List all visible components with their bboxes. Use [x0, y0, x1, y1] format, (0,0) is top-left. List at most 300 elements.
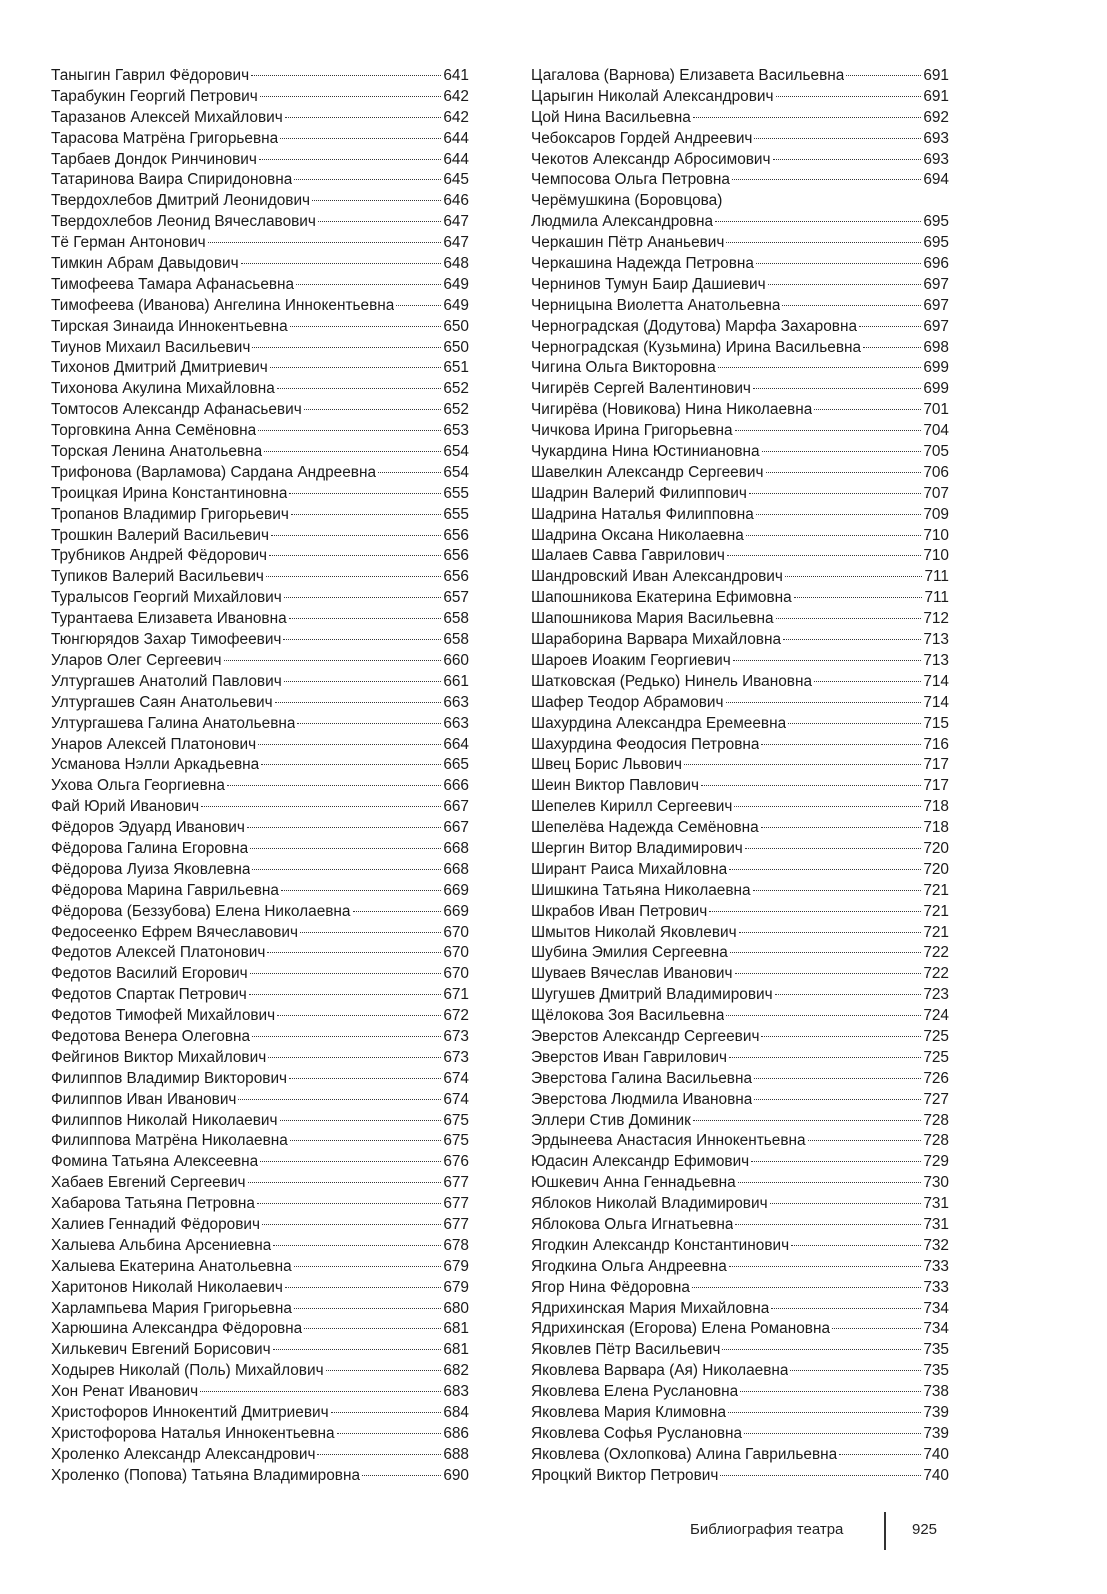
index-entry	[531, 1006, 949, 1027]
dot-leader	[251, 75, 441, 76]
index-entry	[51, 1006, 469, 1027]
entry-page-number: 669	[443, 881, 469, 899]
entry-name: Тимофеева Тамара Афанасьевна	[51, 275, 295, 293]
entry-page-number: 701	[923, 401, 949, 419]
entry-name: Хабарова Татьяна Петровна	[51, 1195, 255, 1213]
entry-page-number: 677	[443, 1195, 469, 1213]
entry-page-number: 694	[923, 171, 949, 189]
index-entry	[51, 129, 469, 150]
dot-leader	[224, 660, 442, 661]
entry-name: Тихонов Дмитрий Дмитриевич	[51, 359, 268, 377]
entry-name: Чернинов Тумун Баир Дашиевич	[531, 275, 766, 293]
entry-name: Фомина Татьяна Алексеевна	[51, 1153, 259, 1171]
entry-page-number: 714	[923, 672, 949, 690]
index-entry	[531, 87, 949, 108]
index-entry	[531, 108, 949, 129]
entry-page-number: 658	[443, 610, 469, 628]
index-entry	[51, 1382, 469, 1403]
dot-leader	[249, 994, 442, 995]
index-entry	[51, 1090, 469, 1111]
index-entry	[531, 609, 949, 630]
dot-leader	[735, 430, 922, 431]
entry-page-number: 650	[443, 317, 469, 335]
dot-leader	[701, 785, 921, 786]
index-entry	[531, 1194, 949, 1215]
index-entry	[531, 1445, 949, 1466]
index-entry	[51, 338, 469, 359]
dot-leader	[269, 555, 441, 556]
entry-page-number: 729	[923, 1153, 949, 1171]
dot-leader	[771, 1308, 921, 1309]
entry-name: Яблоков Николай Владимирович	[531, 1195, 768, 1213]
entry-name: Фёдорова Марина Гаврильевна	[51, 881, 279, 899]
index-entry	[51, 463, 469, 484]
index-entry	[51, 212, 469, 233]
entry-page-number: 720	[923, 839, 949, 857]
entry-name: Чичкова Ирина Григорьевна	[531, 422, 733, 440]
entry-name: Шахурдина Феодосия Петровна	[531, 735, 760, 753]
entry-name: Твердохлебов Леонид Вячеславович	[51, 213, 316, 231]
index-entry	[51, 1048, 469, 1069]
index-entry	[531, 797, 949, 818]
dot-leader	[693, 117, 922, 118]
index-entry	[531, 902, 949, 923]
entry-name: Хон Ренат Иванович	[51, 1383, 199, 1401]
index-entry	[51, 150, 469, 171]
index-entry	[51, 567, 469, 588]
index-entry	[531, 463, 949, 484]
index-entry	[51, 66, 469, 87]
index-entry	[531, 275, 949, 296]
dot-leader	[250, 848, 441, 849]
dot-leader	[785, 576, 923, 577]
dot-leader	[753, 890, 922, 891]
index-entry	[531, 1257, 949, 1278]
index-entry	[51, 546, 469, 567]
index-entry	[51, 254, 469, 275]
entry-name: Трифонова (Варламова) Сардана Андреевна	[51, 463, 377, 481]
dot-leader	[709, 911, 921, 912]
dot-leader	[754, 1078, 921, 1079]
entry-page-number: 691	[923, 87, 949, 105]
dot-leader	[297, 723, 441, 724]
dot-leader	[259, 159, 441, 160]
dot-leader	[273, 1245, 441, 1246]
entry-name: Чигирёв Сергей Валентинович	[531, 380, 751, 398]
entry-page-number: 723	[923, 986, 949, 1004]
dot-leader	[285, 117, 442, 118]
index-entry	[51, 484, 469, 505]
entry-page-number: 721	[923, 902, 949, 920]
dot-leader	[266, 576, 441, 577]
index-entry	[531, 317, 949, 338]
entry-page-number: 654	[443, 443, 469, 461]
index-entry	[51, 1173, 469, 1194]
entry-page-number: 693	[923, 150, 949, 168]
entry-page-number: 648	[443, 255, 469, 273]
entry-name: Царыгин Николай Александрович	[531, 87, 774, 105]
index-entry	[51, 672, 469, 693]
entry-page-number: 665	[443, 756, 469, 774]
dot-leader	[252, 869, 441, 870]
entry-page-number: 712	[923, 610, 949, 628]
entry-page-number: 698	[923, 338, 949, 356]
index-entry	[51, 1466, 469, 1487]
entry-page-number: 664	[443, 735, 469, 753]
entry-name: Людмила Александровна	[531, 213, 714, 231]
index-entry	[51, 943, 469, 964]
entry-page-number: 654	[443, 463, 469, 481]
entry-page-number: 695	[923, 213, 949, 231]
entry-name: Шишкина Татьяна Николаевна	[531, 881, 751, 899]
dot-leader	[783, 639, 921, 640]
index-entry	[51, 1299, 469, 1320]
index-entry	[531, 1090, 949, 1111]
dot-leader	[294, 179, 441, 180]
dot-leader	[734, 806, 921, 807]
dot-leader	[280, 1120, 442, 1121]
index-entry	[51, 902, 469, 923]
entry-name: Таныгин Гаврил Фёдорович	[51, 67, 250, 84]
index-column-left	[51, 66, 469, 1487]
entry-name: Яроцкий Виктор Петрович	[531, 1466, 719, 1484]
entry-name: Швец Борис Львович	[531, 756, 683, 774]
entry-name: Ходырев Николай (Поль) Михайлович	[51, 1362, 324, 1380]
index-entry	[51, 923, 469, 944]
entry-page-number: 671	[443, 986, 469, 1004]
entry-page-number: 656	[443, 526, 469, 544]
dot-leader	[693, 1120, 921, 1121]
dot-leader	[732, 179, 921, 180]
entry-name: Федотов Алексей Платонович	[51, 944, 266, 962]
dot-leader	[718, 367, 921, 368]
entry-name: Чебоксаров Гордей Андреевич	[531, 129, 753, 147]
entry-page-number: 727	[923, 1090, 949, 1108]
entry-name: Филиппова Матрёна Николаевна	[51, 1132, 288, 1150]
index-entry	[531, 881, 949, 902]
index-entry	[531, 1424, 949, 1445]
entry-name: Яковлева Софья Руслановна	[531, 1424, 743, 1442]
entry-name: Шадрина Наталья Филипповна	[531, 505, 754, 523]
entry-name: Христофоров Иннокентий Дмитриевич	[51, 1404, 329, 1421]
dot-leader	[776, 618, 922, 619]
dot-leader	[285, 1287, 441, 1288]
dot-leader	[756, 263, 921, 264]
entry-name: Халыева Екатерина Анатольевна	[51, 1257, 292, 1275]
dot-leader	[839, 1454, 921, 1455]
entry-page-number: 724	[923, 1007, 949, 1025]
entry-name: Ултургашева Галина Анатольевна	[51, 714, 296, 732]
index-entry	[531, 129, 949, 150]
dot-leader	[814, 681, 921, 682]
entry-name: Трубников Андрей Фёдорович	[51, 547, 268, 565]
entry-page-number: 734	[923, 1320, 949, 1338]
entry-page-number: 674	[443, 1069, 469, 1087]
entry-page-number: 655	[443, 505, 469, 523]
dot-leader	[258, 744, 441, 745]
index-entry	[51, 1194, 469, 1215]
footer-page-number: 925	[912, 1521, 938, 1538]
entry-name: Федотов Тимофей Михайлович	[51, 1007, 276, 1025]
entry-name: Шергин Витор Владимирович	[531, 839, 743, 857]
dot-leader	[729, 1057, 921, 1058]
dot-leader	[751, 1161, 921, 1162]
entry-page-number: 649	[443, 275, 469, 293]
dot-leader	[208, 242, 442, 243]
entry-page-number: 673	[443, 1048, 469, 1066]
dot-leader	[749, 493, 921, 494]
dot-leader	[722, 1349, 921, 1350]
entry-page-number: 695	[923, 234, 949, 252]
index-entry	[531, 1131, 949, 1152]
entry-page-number: 711	[924, 568, 949, 586]
entry-name: Шароев Иоаким Георгиевич	[531, 651, 731, 669]
dot-leader	[300, 932, 441, 933]
entry-name: Шадрина Оксана Николаевна	[531, 526, 744, 544]
entry-name: Фёдорова Луиза Яковлевна	[51, 860, 251, 878]
dot-leader	[238, 1099, 441, 1100]
entry-name: Чемпосова Ольга Петровна	[531, 171, 730, 189]
index-entry	[531, 484, 949, 505]
entry-name: Тимофеева (Иванова) Ангелина Иннокентьевна	[51, 296, 395, 314]
entry-page-number: 670	[443, 965, 469, 983]
entry-page-number: 718	[923, 819, 949, 837]
entry-name: Шараборина Варвара Михайловна	[531, 631, 782, 649]
entry-page-number: 740	[923, 1466, 949, 1484]
entry-name: Уларов Олег Сергеевич	[51, 651, 222, 669]
index-entry	[51, 1215, 469, 1236]
entry-page-number: 681	[443, 1341, 469, 1359]
index-entry	[531, 442, 949, 463]
entry-page-number: 670	[443, 944, 469, 962]
entry-page-number: 675	[443, 1111, 469, 1129]
entry-page-number: 670	[443, 923, 469, 941]
entry-name: Эллери Стив Доминик	[531, 1111, 691, 1129]
dot-leader	[782, 305, 921, 306]
entry-page-number: 642	[443, 87, 469, 105]
dot-leader	[775, 994, 922, 995]
entry-name: Татаринова Ваира Спиридоновна	[51, 171, 293, 189]
index-entry	[51, 693, 469, 714]
index-entry	[51, 755, 469, 776]
entry-page-number: 733	[923, 1257, 949, 1275]
dot-leader	[773, 159, 922, 160]
entry-name: Туралысов Георгий Михайлович	[51, 589, 282, 607]
entry-name: Филиппов Владимир Викторович	[51, 1069, 288, 1087]
dot-leader	[739, 932, 922, 933]
entry-name: Шмытов Николай Яковлевич	[531, 923, 737, 941]
entry-page-number: 683	[443, 1383, 469, 1401]
entry-name: Эверстова Галина Васильевна	[531, 1069, 753, 1087]
entry-name: Яковлева Варвара (Ая) Николаевна	[531, 1362, 789, 1380]
entry-page-number: 681	[443, 1320, 469, 1338]
index-entry	[51, 651, 469, 672]
index-entry	[51, 776, 469, 797]
entry-name: Яблокова Ольга Игнатьевна	[531, 1215, 734, 1233]
entry-name: Тихонова Акулина Михайловна	[51, 380, 275, 398]
index-entry	[51, 505, 469, 526]
entry-page-number: 710	[923, 547, 949, 565]
entry-page-number: 688	[443, 1445, 469, 1463]
entry-page-number: 677	[443, 1215, 469, 1233]
entry-page-number: 655	[443, 484, 469, 502]
index-entry	[51, 735, 469, 756]
dot-leader	[260, 96, 442, 97]
dot-leader	[337, 1433, 442, 1434]
entry-name: Федотова Венера Олеговна	[51, 1027, 251, 1045]
entry-page-number: 690	[443, 1466, 469, 1484]
index-entry	[51, 1278, 469, 1299]
entry-page-number: 735	[923, 1362, 949, 1380]
entry-name: Шеин Виктор Павлович	[531, 777, 700, 795]
entry-name: Ширант Раиса Михайловна	[531, 860, 728, 878]
dot-leader	[331, 1412, 442, 1413]
dot-leader	[294, 1266, 442, 1267]
entry-page-number: 663	[443, 693, 469, 711]
entry-name: Яковлева Елена Руслановна	[531, 1383, 739, 1401]
dot-leader	[273, 1349, 442, 1350]
entry-name: Шахурдина Александра Еремеевна	[531, 714, 787, 732]
dot-leader	[264, 451, 441, 452]
index-entry	[51, 526, 469, 547]
entry-page-number: 642	[443, 108, 469, 126]
index-entry	[51, 379, 469, 400]
index-entry	[531, 567, 949, 588]
entry-page-number: 649	[443, 296, 469, 314]
entry-name: Ултургашев Саян Анатольевич	[51, 693, 273, 711]
dot-leader	[859, 326, 921, 327]
entry-page-number: 650	[443, 338, 469, 356]
entry-name: Шугушев Дмитрий Владимирович	[531, 986, 773, 1004]
entry-name: Шепелев Кирилл Сергеевич	[531, 798, 733, 816]
entry-name: Филиппов Иван Иванович	[51, 1090, 237, 1108]
dot-leader	[770, 1203, 922, 1204]
entry-name: Шкрабов Иван Петрович	[531, 902, 708, 920]
entry-name: Христофорова Наталья Иннокентьевна	[51, 1424, 335, 1442]
dot-leader	[262, 1224, 441, 1225]
entry-page-number: 718	[923, 798, 949, 816]
index-entry	[51, 1152, 469, 1173]
entry-name: Таразанов Алексей Михайлович	[51, 108, 283, 126]
index-entry	[51, 1424, 469, 1445]
index-entry	[531, 212, 949, 233]
index-entry	[51, 1257, 469, 1278]
entry-name: Хилькевич Евгений Борисович	[51, 1341, 271, 1359]
dot-leader	[260, 1161, 441, 1162]
index-entry	[531, 1215, 949, 1236]
index-entry	[531, 400, 949, 421]
entry-name: Тимкин Абрам Давыдович	[51, 255, 239, 273]
entry-page-number: 732	[923, 1236, 949, 1254]
entry-page-number: 721	[923, 881, 949, 899]
entry-name: Ухова Ольга Георгиевна	[51, 777, 225, 795]
dot-leader	[766, 472, 922, 473]
entry-name: Ягодкина Ольга Андреевна	[531, 1257, 727, 1275]
entry-name: Харюшина Александра Фёдоровна	[51, 1320, 303, 1338]
entry-page-number: 679	[443, 1278, 469, 1296]
entry-page-number: 720	[923, 860, 949, 878]
entry-name: Цой Нина Васильевна	[531, 108, 691, 126]
entry-page-number: 679	[443, 1257, 469, 1275]
entry-name: Эверстова Людмила Ивановна	[531, 1090, 753, 1108]
entry-page-number: 672	[443, 1007, 469, 1025]
entry-name: Троицкая Ирина Константиновна	[51, 484, 288, 502]
index-entry	[51, 296, 469, 317]
entry-page-number: 735	[923, 1341, 949, 1359]
entry-name: Черкашина Надежда Петровна	[531, 255, 754, 273]
dot-leader	[740, 1391, 921, 1392]
entry-name: Шатковская (Редько) Нинель Ивановна	[531, 672, 813, 690]
entry-name: Чигирёва (Новикова) Нина Николаевна	[531, 401, 813, 419]
entry-page-number: 668	[443, 839, 469, 857]
entry-name: Тиунов Михаил Васильевич	[51, 338, 251, 356]
entry-name: Шубина Эмилия Сергеевна	[531, 944, 728, 962]
dot-leader	[312, 200, 441, 201]
dot-leader	[268, 1057, 441, 1058]
entry-name: Торговкина Анна Семёновна	[51, 422, 257, 440]
entry-name: Эверстов Иван Гаврилович	[531, 1048, 728, 1066]
index-entry	[531, 923, 949, 944]
dot-leader	[289, 618, 442, 619]
entry-page-number: 716	[923, 735, 949, 753]
index-entry	[531, 985, 949, 1006]
entry-name: Халиев Геннадий Фёдорович	[51, 1215, 260, 1233]
index-entry	[531, 296, 949, 317]
entry-page-number: 697	[923, 296, 949, 314]
dot-leader	[728, 1412, 921, 1413]
entry-page-number: 667	[443, 798, 469, 816]
dot-leader	[726, 702, 922, 703]
entry-page-number: 696	[923, 255, 949, 273]
entry-name: Тарасова Матрёна Григорьевна	[51, 129, 279, 147]
entry-name: Шафер Теодор Абрамович	[531, 693, 724, 711]
entry-name: Шандровский Иван Александрович	[531, 568, 783, 586]
entry-name: Юшкевич Анна Геннадьевна	[531, 1174, 736, 1192]
dot-leader	[241, 263, 442, 264]
dot-leader	[252, 347, 441, 348]
dot-leader	[378, 472, 441, 473]
entry-page-number: 666	[443, 777, 469, 795]
index-entry	[51, 1445, 469, 1466]
index-entry	[51, 1340, 469, 1361]
entry-page-number: 714	[923, 693, 949, 711]
entry-page-number: 674	[443, 1090, 469, 1108]
entry-page-number: 711	[924, 589, 949, 607]
entry-page-number: 658	[443, 631, 469, 649]
index-entry	[51, 421, 469, 442]
entry-name: Тирская Зинаида Иннокентьевна	[51, 317, 288, 335]
index-entry	[51, 797, 469, 818]
dot-leader	[768, 284, 922, 285]
entry-name: Ядрихинская (Егорова) Елена Романовна	[531, 1320, 831, 1338]
entry-name: Шалаев Савва Гаврилович	[531, 547, 725, 565]
entry-name: Яковлева (Охлопкова) Алина Гаврильевна	[531, 1445, 838, 1463]
entry-name: Тупиков Валерий Васильевич	[51, 568, 264, 586]
entry-name: Федотов Василий Егорович	[51, 965, 248, 983]
footer-section-title: Библиография театра	[690, 1521, 844, 1538]
index-entry	[51, 860, 469, 881]
entry-name: Хабаев Евгений Сергеевич	[51, 1174, 246, 1192]
index-entry	[531, 1403, 949, 1424]
index-entry	[531, 1382, 949, 1403]
entry-name: Фёдорова Галина Егоровна	[51, 839, 249, 857]
entry-name: Хроленко (Попова) Татьяна Владимировна	[51, 1466, 361, 1484]
entry-page-number: 653	[443, 422, 469, 440]
dot-leader	[761, 827, 922, 828]
entry-page-number: 673	[443, 1027, 469, 1045]
entry-name: Черёмушкина (Боровцова)	[531, 192, 723, 210]
entry-page-number: 728	[923, 1111, 949, 1129]
